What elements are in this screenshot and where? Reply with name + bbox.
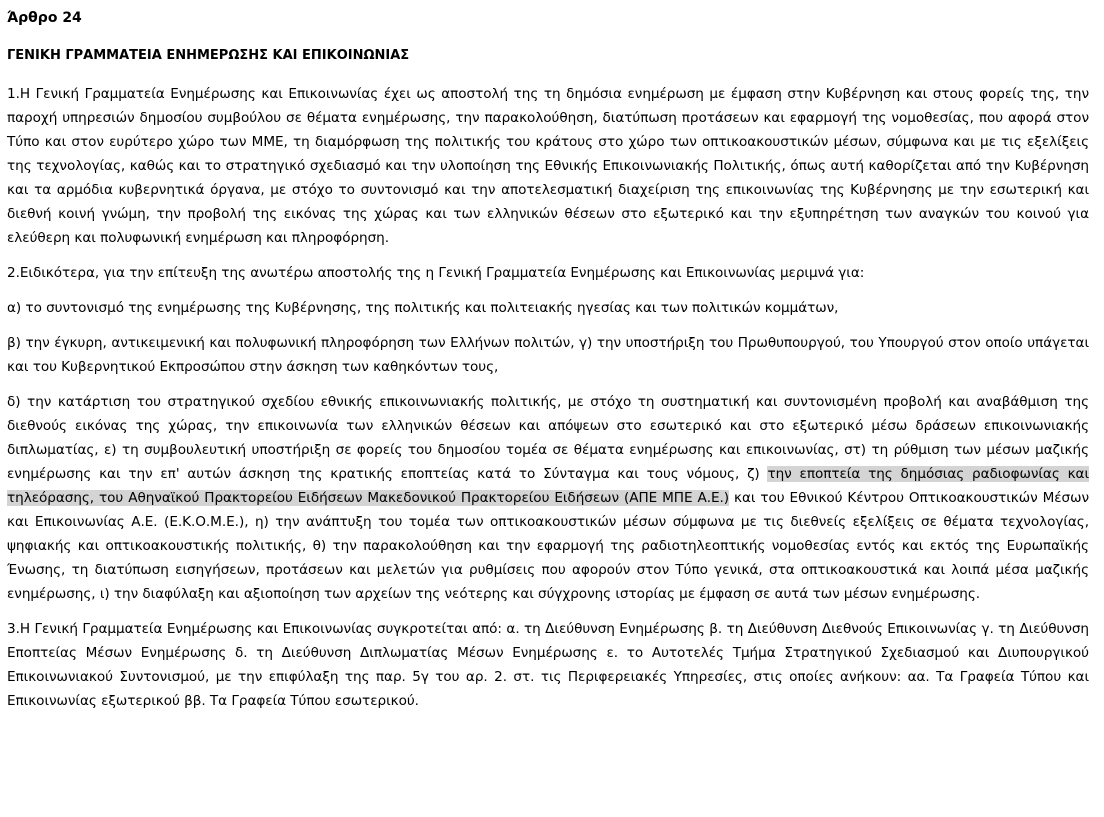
paragraph-item-b: β) την έγκυρη, αντικειμενική και πολυφωνική πληροφόρηση των Ελλήνων πολιτών, γ) την υποστήριξη του Πρωθυπουργού, του Υπουργού στον οποίο υπάγεται και του Κυβερνητικού Εκπροσώπου στην άσκηση των καθηκόντων τους, <box>7 335 1089 375</box>
paragraph-2: 2.Ειδικότερα, για την επίτευξη της ανωτέρω αποστολής της η Γενική Γραμματεία Ενημέρωσης και Επικοινωνίας μεριμνά για: <box>7 265 865 281</box>
paragraph-item-a: α) το συντονισμό της ενημέρωσης της Κυβέρνησης, της πολιτικής και πολιτειακής ηγεσίας και των πολιτικών κομμάτων, <box>7 300 839 316</box>
article-title: Άρθρο 24 <box>7 10 82 26</box>
document-body <box>7 8 1089 724</box>
paragraph-3: 3.Η Γενική Γραμματεία Ενημέρωσης και Επικοινωνίας συγκροτείται από: α. τη Διεύθυνση Ενημέρωσης β. τη Διεύθυνση Διεθνούς Επικοινωνίας γ. τη Διεύθυνση Εποπτείας Μέσων Ενημέρωσης δ. τη Διεύθυνση Διπλωματίας Μέσων Ενημέρωσης ε. το Αυτοτελές Τμήμα Στρατηγικού Σχεδιασμού και Διυπουργικού Επικοινωνιακού Συντονισμού, με την επιφύλαξη της παρ. 5γ του αρ. 2. στ. τις Περιφερειακές Υπηρεσίες, στις οποίες ανήκουν: αα. Τα Γραφεία Τύπου και Επικοινωνίας εξωτερικού ββ. Τα Γραφεία Τύπου εσωτερικού. <box>7 621 1089 709</box>
selected-text-highlight[interactable]: την εποπτεία της δημόσιας ραδιοφωνίας και τηλεόρασης, του Αθηναϊκού Πρακτορείου Ειδήσεων Μακεδονικού Πρακτορείου Ειδήσεων (ΑΠΕ ΜΠΕ Α.Ε.) <box>7 466 1089 506</box>
section-heading: ΓΕΝΙΚΗ ΓΡΑΜΜΑΤΕΙΑ ΕΝΗΜΕΡΩΣΗΣ ΚΑΙ ΕΠΙΚΟΙΝΩΝΙΑΣ <box>7 48 410 63</box>
paragraph-item-d-text-end: και του Εθνικού Κέντρου Οπτικοακουστικών Μέσων και Επικοινωνίας Α.Ε. (Ε.Κ.Ο.Μ.Ε.), η) την ανάπτυξη του τομέα των οπτικοακουστικών μέσων σύμφωνα με τις διεθνείς εξελίξεις σε θέματα τεχνολογίας, ψηφιακής και οπτικοακουστικής πολιτικής, θ) την παρακολούθηση και την εφαρμογή της ραδιοτηλεοπτικής νομοθεσίας εντός και εκτός της Ευρωπαϊκής Ένωσης, τη διατύπωση εισηγήσεων, προτάσεων και μελετών για ρυθμίσεις που αφορούν στον Τύπο γενικά, στα οπτικοακουστικά και λοιπά μέσα μαζικής ενημέρωσης, ι) την διαφύλαξη και αξιοποίηση των αρχείων της νεότερης και σύγχρονης ιστορίας με έμφαση σε αυτά των μέσων ενημέρωσης. <box>7 490 1089 602</box>
paragraph-item-d <box>7 390 1089 606</box>
paragraph-item-d-text-start: δ) την κατάρτιση του στρατηγικού σχεδίου εθνικής επικοινωνιακής πολιτικής, με στόχο τη συστηματική και συντονισμένη προβολή και αναβάθμιση της διεθνούς εικόνας της χώρας, την επικοινωνία των ελληνικών θέσεων και απόψεων στο εσωτερικό και στο εξωτερικό μέσω δράσεων επικοινωνιακής διπλωματίας, ε) τη συμβουλευτική υποστήριξη σε φορείς του δημοσίου τομέα σε θέματα ενημέρωσης και επικοινωνίας, στ) τη ρύθμιση των μέσων μαζικής ενημέρωσης και την επ' αυτών άσκηση της κρατικής εποπτείας κατά το Σύνταγμα και τους νόμους, ζ) <box>7 394 1089 482</box>
paragraph-1: 1.Η Γενική Γραμματεία Ενημέρωσης και Επικοινωνίας έχει ως αποστολή της τη δημόσια ενημέρωση με έμφαση στην Κυβέρνηση και στους φορείς της, την παροχή υπηρεσιών δημοσίου συμβούλου σε θέματα ενημέρωσης, την παρακολούθηση, διατύπωση προτάσεων και εφαρμογή της νομοθεσίας, που αφορά στον Τύπο και στον ευρύτερο χώρο των ΜΜΕ, τη διαμόρφωση της πολιτικής του κράτους στο χώρο των οπτικοακουστικών μέσων, σύμφωνα και με τις εξελίξεις της τεχνολογίας, καθώς και το στρατηγικό σχεδιασμό και την υλοποίηση της Εθνικής Επικοινωνιακής Πολιτικής, όπως αυτή καθορίζεται από την Κυβέρνηση και τα αρμόδια κυβερνητικά όργανα, με στόχο το συντονισμό και την αποτελεσματική διαχείριση της επικοινωνίας της Κυβέρνησης με την εσωτερική και διεθνή κοινή γνώμη, την προβολή της εικόνας της χώρας και των ελληνικών θέσεων στο εξωτερικό και την εξυπηρέτηση των αναγκών του κοινού για ελεύθερη και πολυφωνική ενημέρωση και πληροφόρηση. <box>7 86 1089 246</box>
